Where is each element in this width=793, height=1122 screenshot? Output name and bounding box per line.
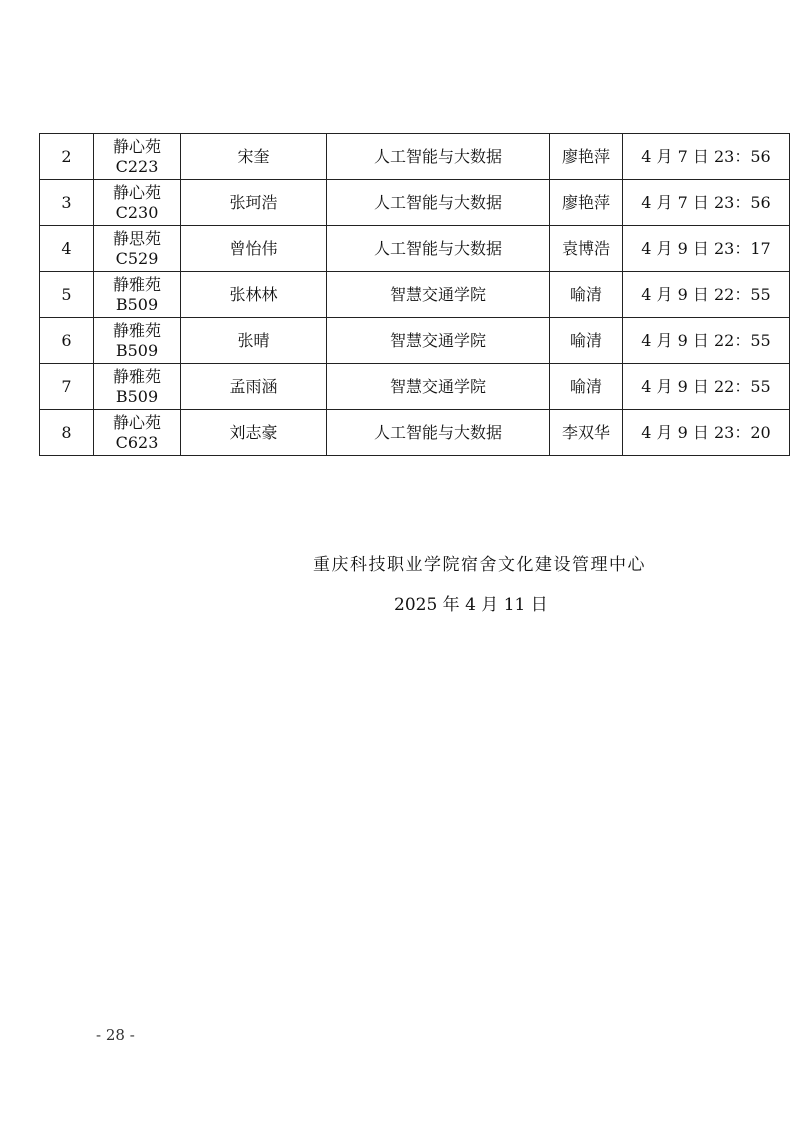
dorm-room: C529 <box>115 248 159 268</box>
teacher-name: 廖艳萍 <box>550 180 623 226</box>
row-number: 2 <box>40 134 94 180</box>
dorm-room: B509 <box>115 340 159 360</box>
dorm-cell <box>94 134 181 180</box>
college-name: 智慧交通学院 <box>327 272 550 318</box>
dorm-area: 静雅苑 <box>112 274 161 294</box>
dorm-area: 静心苑 <box>112 412 161 432</box>
dorm-cell <box>94 180 181 226</box>
row-number: 4 <box>40 226 94 272</box>
table-row <box>40 180 790 226</box>
college-name: 人工智能与大数据 <box>327 410 550 456</box>
return-time: 4 月 7 日 23：56 <box>623 180 790 226</box>
teacher-name: 喻清 <box>550 364 623 410</box>
issuing-organization: 重庆科技职业学院宿舍文化建设管理中心 <box>313 555 646 575</box>
dorm-area: 静心苑 <box>112 182 161 202</box>
teacher-name: 李双华 <box>550 410 623 456</box>
table-row <box>40 410 790 456</box>
dorm-cell <box>94 226 181 272</box>
return-time: 4 月 7 日 23：56 <box>623 134 790 180</box>
late-return-table <box>39 133 790 456</box>
student-name: 孟雨涵 <box>181 364 327 410</box>
teacher-name: 袁博浩 <box>550 226 623 272</box>
dorm-area: 静雅苑 <box>112 320 161 340</box>
dorm-area: 静雅苑 <box>112 366 161 386</box>
college-name: 人工智能与大数据 <box>327 226 550 272</box>
row-number: 7 <box>40 364 94 410</box>
teacher-name: 喻清 <box>550 318 623 364</box>
student-name: 张晴 <box>181 318 327 364</box>
college-name: 人工智能与大数据 <box>327 180 550 226</box>
dorm-room: C623 <box>115 432 159 452</box>
table-row <box>40 134 790 180</box>
college-name: 智慧交通学院 <box>327 318 550 364</box>
dorm-room: C230 <box>115 202 159 222</box>
table-row <box>40 272 790 318</box>
row-number: 3 <box>40 180 94 226</box>
table-row <box>40 226 790 272</box>
page-number: - 28 - <box>96 1026 135 1044</box>
student-name: 刘志豪 <box>181 410 327 456</box>
student-name: 宋奎 <box>181 134 327 180</box>
college-name: 智慧交通学院 <box>327 364 550 410</box>
dorm-room: B509 <box>115 294 159 314</box>
dorm-room: B509 <box>115 386 159 406</box>
dorm-cell <box>94 410 181 456</box>
college-name: 人工智能与大数据 <box>327 134 550 180</box>
return-time: 4 月 9 日 23：17 <box>623 226 790 272</box>
teacher-name: 廖艳萍 <box>550 134 623 180</box>
student-name: 张林林 <box>181 272 327 318</box>
student-name: 张珂浩 <box>181 180 327 226</box>
dorm-cell <box>94 318 181 364</box>
return-time: 4 月 9 日 23：20 <box>623 410 790 456</box>
row-number: 8 <box>40 410 94 456</box>
dorm-cell <box>94 272 181 318</box>
table-row <box>40 318 790 364</box>
dorm-area: 静心苑 <box>112 136 161 156</box>
dorm-cell <box>94 364 181 410</box>
dorm-room: C223 <box>115 156 159 176</box>
teacher-name: 喻清 <box>550 272 623 318</box>
return-time: 4 月 9 日 22：55 <box>623 272 790 318</box>
return-time: 4 月 9 日 22：55 <box>623 318 790 364</box>
row-number: 5 <box>40 272 94 318</box>
return-time: 4 月 9 日 22：55 <box>623 364 790 410</box>
issue-date: 2025 年 4 月 11 日 <box>394 595 548 615</box>
dorm-area: 静思苑 <box>112 228 161 248</box>
student-name: 曾怡伟 <box>181 226 327 272</box>
row-number: 6 <box>40 318 94 364</box>
table-row <box>40 364 790 410</box>
